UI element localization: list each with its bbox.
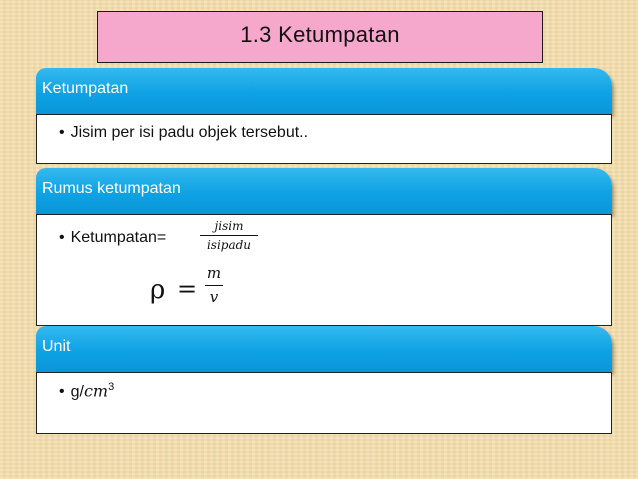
formula-numerator: m bbox=[206, 264, 222, 282]
section-body-ketumpatan bbox=[36, 114, 612, 164]
unit-bullet bbox=[59, 381, 114, 401]
bullet-dot: • bbox=[59, 383, 65, 401]
unit-prefix: g/ bbox=[70, 383, 84, 401]
word-fraction bbox=[200, 219, 258, 252]
fraction-line bbox=[205, 285, 223, 286]
section-heading: Ketumpatan bbox=[42, 80, 129, 97]
unit-exponent: 3 bbox=[108, 381, 115, 393]
rho-symbol: ρ bbox=[150, 275, 166, 305]
section-body-unit bbox=[36, 372, 612, 434]
unit-base: cm bbox=[83, 381, 109, 401]
bullet-dot: • bbox=[59, 229, 65, 246]
definition-text: Jisim per isi padu objek tersebut.. bbox=[70, 124, 309, 141]
section-header-ketumpatan bbox=[36, 68, 612, 114]
formula-label: Ketumpatan= bbox=[70, 229, 167, 246]
section-header-unit bbox=[36, 326, 612, 372]
bullet-dot: • bbox=[59, 124, 65, 141]
symbol-fraction bbox=[205, 265, 223, 306]
formula-denominator: v bbox=[209, 288, 219, 306]
slide-title: 1.3 Ketumpatan bbox=[240, 22, 400, 47]
slide-title-box bbox=[97, 11, 543, 63]
fraction-numerator: jisim bbox=[214, 219, 244, 233]
fraction-denominator: isipadu bbox=[206, 238, 252, 252]
formula-bullet bbox=[59, 229, 166, 247]
section-heading: Unit bbox=[42, 338, 71, 355]
fraction-line bbox=[200, 235, 258, 236]
section-heading: Rumus ketumpatan bbox=[42, 180, 181, 197]
section-body-rumus bbox=[36, 214, 612, 326]
definition-bullet bbox=[59, 124, 308, 142]
section-header-rumus bbox=[36, 168, 612, 214]
equals-sign: = bbox=[177, 275, 198, 303]
